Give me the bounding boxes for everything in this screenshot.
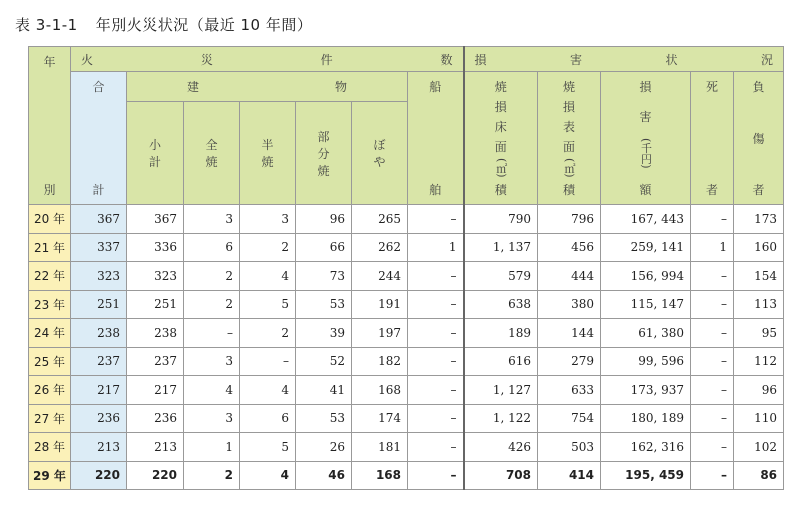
- cell-half: 2: [240, 319, 296, 348]
- cell-injured: 102: [734, 433, 784, 462]
- cell-damage: 173, 937: [601, 376, 691, 405]
- cell-smoke: 197: [352, 319, 408, 348]
- table-row: [29, 262, 784, 291]
- cell-damage: 156, 994: [601, 262, 691, 291]
- cell-dead: –: [691, 376, 734, 405]
- cell-dead: –: [691, 461, 734, 490]
- partial-burn-header: 部 分 焼: [296, 102, 352, 205]
- cell-sub: 251: [127, 290, 184, 319]
- cell-sub: 237: [127, 347, 184, 376]
- cell-partial: 73: [296, 262, 352, 291]
- cell-partial: 66: [296, 233, 352, 262]
- cell-year: 23 年: [29, 290, 71, 319]
- building-char: 物: [334, 80, 347, 95]
- cell-total: 337: [71, 233, 127, 262]
- year-header: 年 別: [29, 47, 71, 205]
- cell-year: 24 年: [29, 319, 71, 348]
- cell-injured: 110: [734, 404, 784, 433]
- cell-smoke: 181: [352, 433, 408, 462]
- damage-char: 損: [474, 52, 487, 67]
- cell-total: 236: [71, 404, 127, 433]
- cell-injured: 113: [734, 290, 784, 319]
- cell-damage: 180, 189: [601, 404, 691, 433]
- cell-full: 2: [184, 461, 240, 490]
- cell-year: 29 年: [29, 461, 71, 490]
- cell-smoke: 262: [352, 233, 408, 262]
- cell-dead: –: [691, 262, 734, 291]
- cell-full: 4: [184, 376, 240, 405]
- table-row: [29, 205, 784, 234]
- cell-total: 367: [71, 205, 127, 234]
- table-caption: 年別火災状況（最近 10 年間）: [95, 16, 313, 34]
- cell-full: 1: [184, 433, 240, 462]
- half-burn-header: 半 焼: [240, 102, 296, 205]
- cell-ship: –: [408, 347, 464, 376]
- cell-half: 5: [240, 433, 296, 462]
- cell-sub: 236: [127, 404, 184, 433]
- cell-smoke: 244: [352, 262, 408, 291]
- cell-injured: 96: [734, 376, 784, 405]
- cell-smoke: 265: [352, 205, 408, 234]
- cell-partial: 53: [296, 290, 352, 319]
- table-row: [29, 347, 784, 376]
- table-row: [29, 461, 784, 490]
- cell-ship: –: [408, 205, 464, 234]
- cell-total: 213: [71, 433, 127, 462]
- cell-floor: 638: [464, 290, 538, 319]
- cell-sub: 213: [127, 433, 184, 462]
- cell-year: 26 年: [29, 376, 71, 405]
- cell-partial: 53: [296, 404, 352, 433]
- cell-floor: 708: [464, 461, 538, 490]
- surface-area-header: 焼 損 表 面 (㎡) 積: [538, 72, 601, 205]
- table-row: [29, 319, 784, 348]
- cell-dead: –: [691, 433, 734, 462]
- cell-dead: –: [691, 404, 734, 433]
- cell-floor: 579: [464, 262, 538, 291]
- cell-full: 2: [184, 290, 240, 319]
- cell-surface: 279: [538, 347, 601, 376]
- cell-ship: 1: [408, 233, 464, 262]
- cell-ship: –: [408, 433, 464, 462]
- subtotal-header: 小 計: [127, 102, 184, 205]
- floor-area-header: 焼 損 床 面 (㎡) 積: [464, 72, 538, 205]
- cell-ship: –: [408, 376, 464, 405]
- cell-smoke: 174: [352, 404, 408, 433]
- cell-year: 21 年: [29, 233, 71, 262]
- cell-year: 28 年: [29, 433, 71, 462]
- total-header: 合 計: [71, 72, 127, 205]
- table-row: [29, 433, 784, 462]
- cell-smoke: 168: [352, 461, 408, 490]
- cell-damage: 195, 459: [601, 461, 691, 490]
- injured-header: 負 傷 者: [734, 72, 784, 205]
- fire-cases-header: [71, 47, 464, 72]
- dead-header: 死 者: [691, 72, 734, 205]
- cell-total: 220: [71, 461, 127, 490]
- cell-full: 2: [184, 262, 240, 291]
- cell-half: 5: [240, 290, 296, 319]
- cell-injured: 95: [734, 319, 784, 348]
- cell-sub: 367: [127, 205, 184, 234]
- damage-char: 害: [570, 52, 583, 67]
- cell-half: 4: [240, 262, 296, 291]
- cell-floor: 1, 122: [464, 404, 538, 433]
- cell-damage: 167, 443: [601, 205, 691, 234]
- damage-char: 況: [761, 52, 774, 67]
- cell-half: –: [240, 347, 296, 376]
- cell-sub: 323: [127, 262, 184, 291]
- cell-partial: 41: [296, 376, 352, 405]
- fire-statistics-table: [28, 46, 784, 490]
- cell-floor: 1, 137: [464, 233, 538, 262]
- cell-damage: 162, 316: [601, 433, 691, 462]
- fire_cases-char: 件: [320, 52, 333, 67]
- cell-dead: 1: [691, 233, 734, 262]
- cell-ship: –: [408, 461, 464, 490]
- cell-partial: 39: [296, 319, 352, 348]
- cell-partial: 52: [296, 347, 352, 376]
- cell-surface: 503: [538, 433, 601, 462]
- cell-ship: –: [408, 262, 464, 291]
- cell-dead: –: [691, 290, 734, 319]
- cell-injured: 112: [734, 347, 784, 376]
- cell-injured: 173: [734, 205, 784, 234]
- damage-amount-header: 損 害 (千円) 額: [601, 72, 691, 205]
- cell-half: 3: [240, 205, 296, 234]
- cell-full: 3: [184, 205, 240, 234]
- cell-sub: 336: [127, 233, 184, 262]
- damage-char: 状: [665, 52, 678, 67]
- cell-surface: 144: [538, 319, 601, 348]
- cell-sub: 220: [127, 461, 184, 490]
- smoke-header: ぼ や: [352, 102, 408, 205]
- damage-header: [464, 47, 784, 72]
- table-row: [29, 404, 784, 433]
- cell-ship: –: [408, 404, 464, 433]
- building-char: 建: [187, 80, 200, 95]
- table-row: [29, 376, 784, 405]
- cell-half: 4: [240, 461, 296, 490]
- cell-dead: –: [691, 205, 734, 234]
- cell-floor: 790: [464, 205, 538, 234]
- cell-surface: 633: [538, 376, 601, 405]
- cell-surface: 444: [538, 262, 601, 291]
- cell-injured: 154: [734, 262, 784, 291]
- cell-ship: –: [408, 319, 464, 348]
- cell-total: 237: [71, 347, 127, 376]
- cell-damage: 115, 147: [601, 290, 691, 319]
- ship-header: 船 舶: [408, 72, 464, 205]
- cell-total: 323: [71, 262, 127, 291]
- cell-floor: 189: [464, 319, 538, 348]
- cell-damage: 61, 380: [601, 319, 691, 348]
- cell-year: 20 年: [29, 205, 71, 234]
- cell-sub: 217: [127, 376, 184, 405]
- cell-floor: 426: [464, 433, 538, 462]
- cell-total: 238: [71, 319, 127, 348]
- cell-year: 27 年: [29, 404, 71, 433]
- cell-total: 217: [71, 376, 127, 405]
- cell-floor: 616: [464, 347, 538, 376]
- cell-half: 2: [240, 233, 296, 262]
- cell-full: 6: [184, 233, 240, 262]
- cell-injured: 86: [734, 461, 784, 490]
- cell-sub: 238: [127, 319, 184, 348]
- cell-surface: 380: [538, 290, 601, 319]
- cell-smoke: 182: [352, 347, 408, 376]
- cell-half: 4: [240, 376, 296, 405]
- fire_cases-char: 災: [200, 52, 213, 67]
- cell-smoke: 168: [352, 376, 408, 405]
- table-row: [29, 233, 784, 262]
- cell-dead: –: [691, 347, 734, 376]
- cell-full: –: [184, 319, 240, 348]
- cell-smoke: 191: [352, 290, 408, 319]
- fire_cases-char: 数: [440, 52, 453, 67]
- cell-surface: 414: [538, 461, 601, 490]
- building-header: [127, 72, 408, 102]
- cell-damage: 259, 141: [601, 233, 691, 262]
- table-number: 表 3-1-1: [15, 16, 78, 34]
- cell-year: 25 年: [29, 347, 71, 376]
- full-burn-header: 全 焼: [184, 102, 240, 205]
- cell-surface: 456: [538, 233, 601, 262]
- table-row: [29, 290, 784, 319]
- cell-partial: 26: [296, 433, 352, 462]
- cell-ship: –: [408, 290, 464, 319]
- cell-partial: 46: [296, 461, 352, 490]
- cell-full: 3: [184, 347, 240, 376]
- cell-damage: 99, 596: [601, 347, 691, 376]
- cell-dead: –: [691, 319, 734, 348]
- cell-total: 251: [71, 290, 127, 319]
- cell-surface: 754: [538, 404, 601, 433]
- cell-floor: 1, 127: [464, 376, 538, 405]
- cell-injured: 160: [734, 233, 784, 262]
- cell-full: 3: [184, 404, 240, 433]
- cell-partial: 96: [296, 205, 352, 234]
- cell-surface: 796: [538, 205, 601, 234]
- fire_cases-char: 火: [81, 52, 94, 67]
- cell-half: 6: [240, 404, 296, 433]
- cell-year: 22 年: [29, 262, 71, 291]
- table-title: [15, 14, 312, 35]
